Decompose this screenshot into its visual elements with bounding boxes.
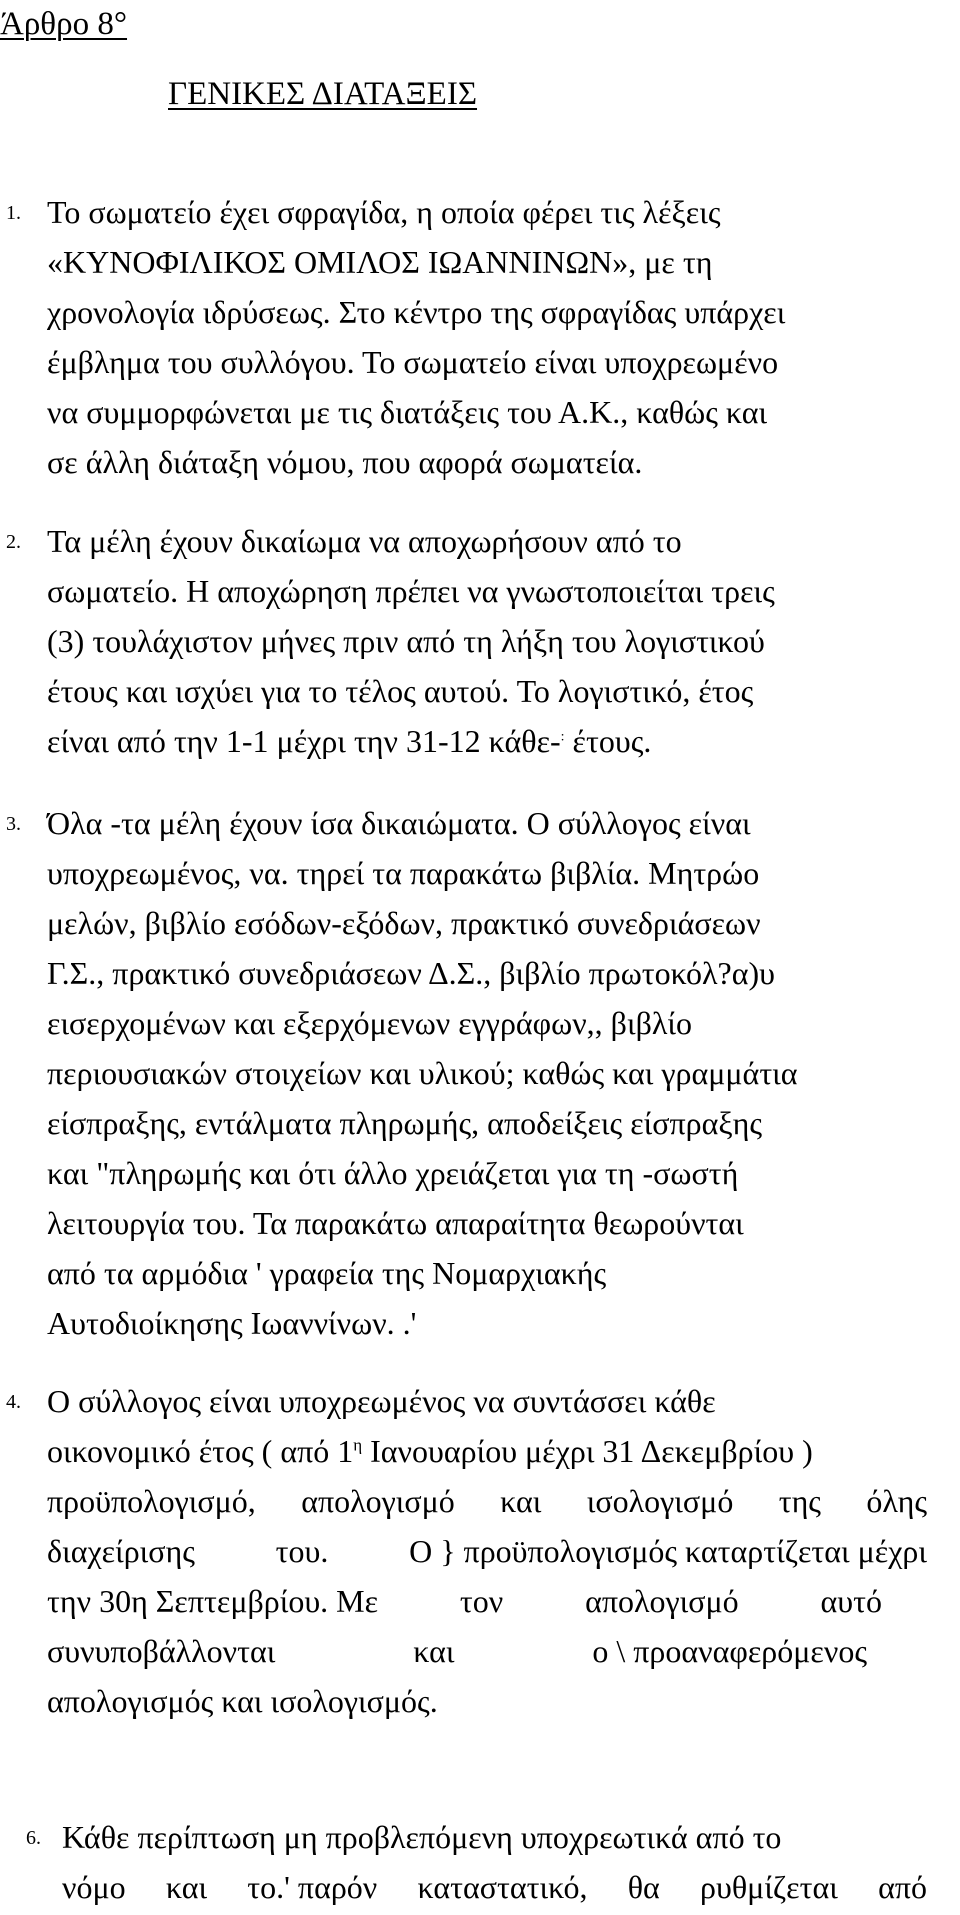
paragraph-line	[47, 1531, 927, 1571]
paragraph-line: σε άλλη διάταξη νόμου, που αφορά σωματεία.	[47, 444, 643, 480]
paragraph-line: εισερχομένων και εξερχόμενων εγγράφων,, βιβλίο	[47, 1005, 692, 1041]
line-text: Ιανουαρίου μέχρι 31 Δεκεμβρίου )	[362, 1433, 813, 1469]
paragraph-number: 2.	[6, 531, 21, 553]
word: νόμο	[62, 1869, 126, 1905]
line-text: είναι από την 1-1 μέχρι την 31-12 κάθε-	[47, 723, 561, 759]
word: ο \ προαναφερόμενος	[592, 1633, 867, 1669]
word: και	[500, 1483, 542, 1519]
paragraph-line	[47, 1581, 882, 1621]
paragraph-line: από τα αρμόδια ' γραφεία της Νομαρχιακής	[47, 1255, 607, 1291]
paragraph-line	[47, 1481, 927, 1521]
paragraph-line: Κάθε περίπτωση μη προβλεπόμενη υποχρεωτικά από το	[62, 1819, 782, 1855]
word: ισολογισμό	[586, 1483, 734, 1519]
word: θα	[627, 1869, 660, 1905]
line-text: έτους.	[564, 723, 652, 759]
paragraph-line: να συμμορφώνεται με τις διατάξεις του Α.Κ., καθώς και	[47, 394, 768, 430]
word: συνυποβάλλονται	[47, 1633, 276, 1669]
paragraph-number: 1.	[6, 202, 21, 224]
word: Ο } προϋπολογισμός καταρτίζεται μέχρι	[409, 1533, 927, 1569]
paragraph-line: περιουσιακών στοιχείων και υλικού; καθώς και γραμμάτια	[47, 1055, 798, 1091]
paragraph-line: μελών, βιβλίο εσόδων-εξόδων, πρακτικό συνεδριάσεων	[47, 905, 761, 941]
paragraph-number: 4.	[6, 1391, 21, 1413]
stray-mark: :	[560, 729, 565, 745]
paragraph-line: Αυτοδιοίκησης Ιωαννίνων. .'	[47, 1305, 417, 1341]
word: απολογισμό	[301, 1483, 455, 1519]
paragraph-line: (3) τουλάχιστον μήνες πριν από τη λήξη του λογιστικού	[47, 623, 765, 659]
word: διαχείρισης	[47, 1533, 195, 1569]
section-title: ΓΕΝΙΚΕΣ ΔΙΑΤΑΞΕΙΣ	[168, 76, 478, 112]
paragraph-line: Τα μέλη έχουν δικαίωμα να αποχωρήσουν από το	[47, 523, 682, 559]
paragraph-line: χρονολογία ιδρύσεως. Στο κέντρο της σφραγίδας υπάρχει	[47, 294, 786, 330]
paragraph-line: λειτουργία του. Τα παρακάτω απαραίτητα θεωρούνται	[47, 1205, 744, 1241]
paragraph-line: σωματείο. Η αποχώρηση πρέπει να γνωστοποιείται τρεις	[47, 573, 775, 609]
word: και	[165, 1869, 208, 1905]
word: όλης	[866, 1483, 927, 1519]
paragraph-line: και "πληρωμής και ότι άλλο χρειάζεται για τη -σωστή	[47, 1155, 739, 1191]
word: της	[778, 1483, 821, 1519]
word: το.' παρόν	[247, 1869, 378, 1905]
paragraph-number: 3.	[6, 813, 21, 835]
ordinal-superscript: η	[353, 1435, 363, 1455]
word: από	[878, 1869, 927, 1905]
paragraph-line: απολογισμός και ισολογισμός.	[47, 1683, 438, 1719]
paragraph-line: είσπραξης, εντάλματα πληρωμής, αποδείξεις είσπραξης	[47, 1105, 763, 1141]
paragraph-line: έμβλημα του συλλόγου. Το σωματείο είναι υποχρεωμένο	[47, 344, 779, 380]
paragraph-line	[47, 1431, 813, 1471]
word: καταστατικό,	[417, 1869, 588, 1905]
word: και	[413, 1633, 455, 1669]
paragraph-line: έτους και ισχύει για το τέλος αυτού. Το λογιστικό, έτος	[47, 673, 754, 709]
paragraph-line	[62, 1867, 927, 1907]
paragraph-line: Το σωματείο έχει σφραγίδα, η οποία φέρει τις λέξεις	[47, 194, 721, 230]
word: προϋπολογισμό,	[47, 1483, 256, 1519]
paragraph-line: υποχρεωμένος, να. τηρεί τα παρακάτω βιβλία. Μητρώο	[47, 855, 760, 891]
word: τον	[459, 1583, 504, 1619]
word: του.	[275, 1533, 329, 1569]
paragraph-number: 6.	[26, 1827, 41, 1849]
word: απολογισμό	[585, 1583, 739, 1619]
paragraph-line: Ο σύλλογος είναι υποχρεωμένος να συντάσσει κάθε	[47, 1383, 716, 1419]
paragraph-line	[47, 1631, 867, 1671]
paragraph-line: «ΚΥΝΟΦΙΛΙΚΟΣ ΟΜΙΛΟΣ ΙΩΑΝΝΙΝΩΝ», με τη	[47, 244, 713, 280]
line-text: οικονομικό έτος ( από 1	[47, 1433, 354, 1469]
article-heading: Άρθρο 8°	[0, 6, 128, 42]
paragraph-line	[47, 721, 651, 761]
word: την 30η Σεπτεμβρίου. Με	[47, 1583, 379, 1619]
paragraph-line: Όλα -τα μέλη έχουν ίσα δικαιώματα. Ο σύλλογος είναι	[47, 805, 751, 841]
word: ρυθμίζεται	[700, 1869, 838, 1905]
word: αυτό	[820, 1583, 882, 1619]
paragraph-line: Γ.Σ., πρακτικό συνεδριάσεων Δ.Σ., βιβλίο πρωτοκόλ?α)υ	[47, 955, 776, 991]
